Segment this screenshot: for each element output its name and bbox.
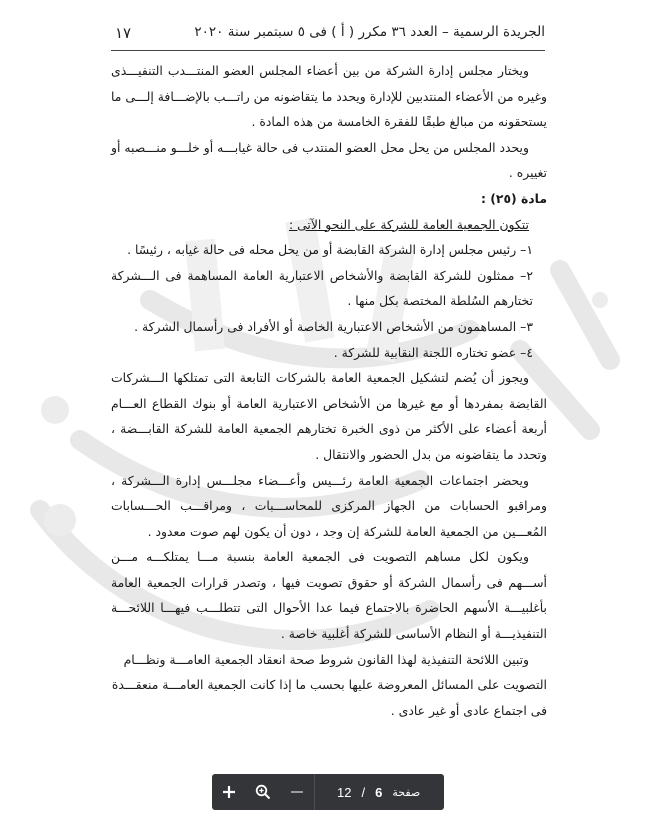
pdf-toolbar (212, 774, 444, 810)
paragraph: ويحضر اجتماعات الجمعية العامة رئـــيس وأعـــضاء مجلـــس إدارة الـــشركة ، ومراقبو الحسابات من الجهاز المركزى للمحاســـبات ، ومراقـــب الحـــسابات المُعـــين من الجمعية العامة للشركة إن وجد ، دون أن يكون لهم صوت معدود . (111, 472, 547, 539)
page-indicator (315, 785, 420, 800)
minus-icon (290, 785, 304, 799)
page-separator: / (361, 784, 366, 800)
list-item: ٣– المساهمون من الأشخاص الاعتبارية الخاصة أو الأفراد فى رأسمال الشركة . (134, 318, 533, 334)
paragraph: ويحدد المجلس من يحل محل العضو المنتدب فى حالة غيابـــه أو خلـــو منـــصبه أو تغييره . (111, 139, 547, 181)
zoom-button[interactable] (246, 774, 280, 810)
paragraph: ويختار مجلس إدارة الشركة من بين أعضاء المجلس العضو المنتـــدب التنفيـــذى وغيره من الأعضاء المنتدبين للإدارة ويحدد ما يتقاضونه من راتـــب بالإضـــافة إلـــى ما يستحقونه من مبالغ طبقًا للفقرة الخامسة من هذه المادة . (111, 63, 547, 130)
magnifier-icon (255, 784, 271, 800)
header-divider (111, 50, 545, 51)
article-intro: تتكون الجمعية العامة للشركة على النحو الآتى : (288, 216, 529, 232)
list-item: ٤– عضو تختاره اللجنة النقابية للشركة . (333, 344, 533, 360)
zoom-out-button[interactable] (280, 774, 314, 810)
page-label: صفحة (392, 786, 421, 799)
total-pages: 12 (337, 784, 352, 800)
gazette-title: الجريدة الرسمية – العدد ٣٦ مكرر ( أ ) فى ٥ سبتمبر سنة ٢٠٢٠ (194, 24, 545, 40)
list-item: ٢– ممثلون للشركة القابضة والأشخاص الاعتبارية العامة المساهمة فى الـــشركة تختارهم السُلطة المختصة بكل منها . (111, 267, 533, 309)
plus-icon (222, 785, 236, 799)
page-number: ١٧ (115, 24, 132, 42)
current-page-input[interactable]: 6 (375, 784, 383, 800)
paragraph: ويجوز أن يُضم لتشكيل الجمعية العامة بالشركات التابعة التى تمتلكها الـــشركات القابضة بمفردها أو مع غيرها من الأشخاص الاعتبارية العامة أو بنوك القطاع العـــام أربعة أعضاء على الأكثر من ذوى الخبرة تختارهم الجمعية العامة للشركة القابـــضة ، وتحدد ما يتقاضونه من بدل الحضور والانتقال . (111, 370, 547, 462)
paragraph: وتبين اللائحة التنفيذية لهذا القانون شروط صحة انعقاد الجمعية العامـــة ونظـــام التصويت على المسائل المعروضة عليها بحسب ما إذا كانت الجمعية العامـــة منعقـــدة فى اجتماع عادى أو غير عادى . (111, 651, 547, 718)
list-item: ١– رئيس مجلس إدارة الشركة القابضة أو من يحل محله فى حالة غيابه ، رئيسًا . (127, 242, 533, 258)
article-heading: مادة (٢٥) : (480, 190, 547, 206)
document-body (111, 58, 547, 723)
paragraph: ويكون لكل مساهم التصويت فى الجمعية العامة بنسبة مـــا يمتلكـــه مـــن أســـهم فى رأسمال الشركة أو حقوق تصويت فيها ، وتصدر قرارات الجمعية العامة بأغلبيـــة الأسهم الحاضرة بالاجتماع فيما عدا الأحوال التى تتطلـــب فيهـــا اللائحـــة التنفيذيـــة أو النظام الأساسى للشركة أغلبية خاصة . (111, 549, 547, 642)
zoom-in-button[interactable] (212, 774, 246, 810)
page-header (115, 24, 545, 50)
